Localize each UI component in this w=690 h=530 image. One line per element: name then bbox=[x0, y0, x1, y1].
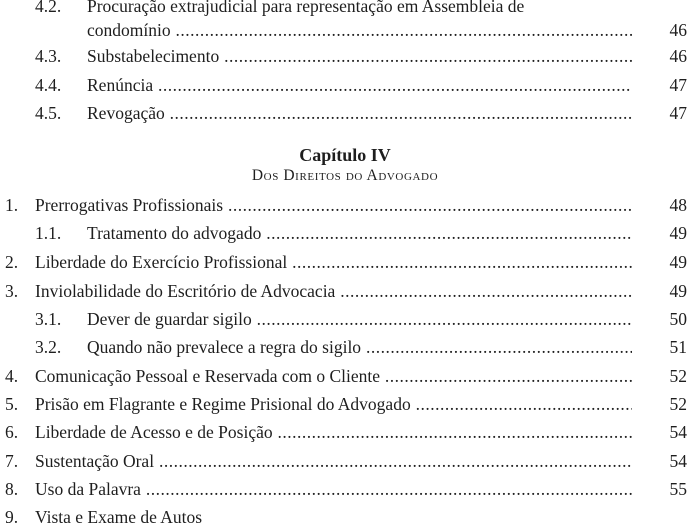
toc-entry-5 bbox=[0, 391, 690, 417]
entry-page: 54 bbox=[669, 451, 687, 471]
entry-number: 5. bbox=[5, 394, 19, 414]
toc-entry-4-4 bbox=[0, 72, 690, 98]
entry-page: 48 bbox=[669, 195, 687, 215]
entry-title: Procuração extrajudicial para representação em Assembleia de bbox=[87, 0, 525, 16]
entry-title: Vista e Exame de Autos bbox=[35, 507, 203, 527]
entry-title: Uso da Palavra ..... bbox=[35, 476, 632, 502]
toc-entry-8 bbox=[0, 476, 690, 502]
entry-title: Dever de guardar sigilo ..... bbox=[87, 306, 632, 332]
entry-number: 4.3. bbox=[35, 46, 62, 66]
entry-title: Sustentação Oral ..... bbox=[35, 448, 632, 474]
toc-entry-3 bbox=[0, 278, 690, 304]
entry-number: 6. bbox=[5, 422, 19, 442]
entry-number: 1. bbox=[5, 195, 19, 215]
chapter-title: Capítulo IV bbox=[299, 145, 391, 165]
entry-page: 52 bbox=[669, 394, 687, 414]
entry-title: Revogação ..... bbox=[87, 100, 632, 126]
entry-title: Inviolabilidade do Escritório de Advocacia ..... bbox=[35, 278, 632, 304]
toc-entry-7 bbox=[0, 448, 690, 474]
entry-page: 55 bbox=[669, 479, 687, 499]
entry-title: Renúncia ..... bbox=[87, 72, 632, 98]
entry-page: 54 bbox=[669, 422, 687, 442]
entry-number: 4. bbox=[5, 366, 19, 386]
entry-number: 3. bbox=[5, 281, 19, 301]
toc-entry-2 bbox=[0, 249, 690, 275]
toc-entry-1-1 bbox=[0, 220, 690, 246]
toc-entry-4-5 bbox=[0, 100, 690, 126]
toc-entry-4 bbox=[0, 363, 690, 389]
entry-page: 52 bbox=[669, 366, 687, 386]
toc-entry-4-2-cont bbox=[0, 17, 690, 43]
toc-entry-9 bbox=[0, 504, 690, 530]
toc-entry-3-2 bbox=[0, 334, 690, 360]
entry-page: 49 bbox=[669, 252, 687, 272]
entry-title: Liberdade do Exercício Profissional ..... bbox=[35, 249, 632, 275]
entry-page: 47 bbox=[669, 75, 687, 95]
entry-title: Quando não prevalece a regra do sigilo ..... bbox=[87, 334, 632, 360]
entry-title: Tratamento do advogado ..... bbox=[87, 220, 632, 246]
chapter-subtitle: Dos Direitos do Advogado bbox=[251, 167, 439, 184]
entry-number: 1.1. bbox=[35, 223, 62, 243]
entry-page: 49 bbox=[669, 223, 687, 243]
entry-number: 3.1. bbox=[35, 309, 62, 329]
entry-page: 50 bbox=[669, 309, 687, 329]
entry-page: 46 bbox=[669, 46, 687, 66]
entry-title: Prisão em Flagrante e Regime Prisional do Advogado ..... bbox=[35, 391, 632, 417]
entry-page: 51 bbox=[669, 337, 687, 357]
entry-page: 46 bbox=[669, 20, 687, 40]
entry-number: 8. bbox=[5, 479, 19, 499]
toc-entry-1 bbox=[0, 192, 690, 218]
entry-title: Prerrogativas Profissionais ..... bbox=[35, 192, 632, 218]
toc-entry-4-3 bbox=[0, 43, 690, 69]
entry-title: Comunicação Pessoal e Reservada com o Cliente ..... bbox=[35, 363, 632, 389]
entry-title: condomínio ..... bbox=[87, 17, 632, 43]
entry-number: 3.2. bbox=[35, 337, 62, 357]
entry-number: 4.4. bbox=[35, 75, 62, 95]
entry-page: 49 bbox=[669, 281, 687, 301]
entry-number: 2. bbox=[5, 252, 19, 272]
entry-number: 7. bbox=[5, 451, 19, 471]
toc-entry-3-1 bbox=[0, 306, 690, 332]
entry-title: Liberdade de Acesso e de Posição ..... bbox=[35, 419, 632, 445]
entry-title: Substabelecimento ..... bbox=[87, 43, 632, 69]
entry-number: 4.5. bbox=[35, 103, 62, 123]
toc-entry-6 bbox=[0, 419, 690, 445]
entry-number: 4.2. bbox=[35, 0, 62, 16]
entry-page: 47 bbox=[669, 103, 687, 123]
entry-number: 9. bbox=[5, 507, 19, 527]
